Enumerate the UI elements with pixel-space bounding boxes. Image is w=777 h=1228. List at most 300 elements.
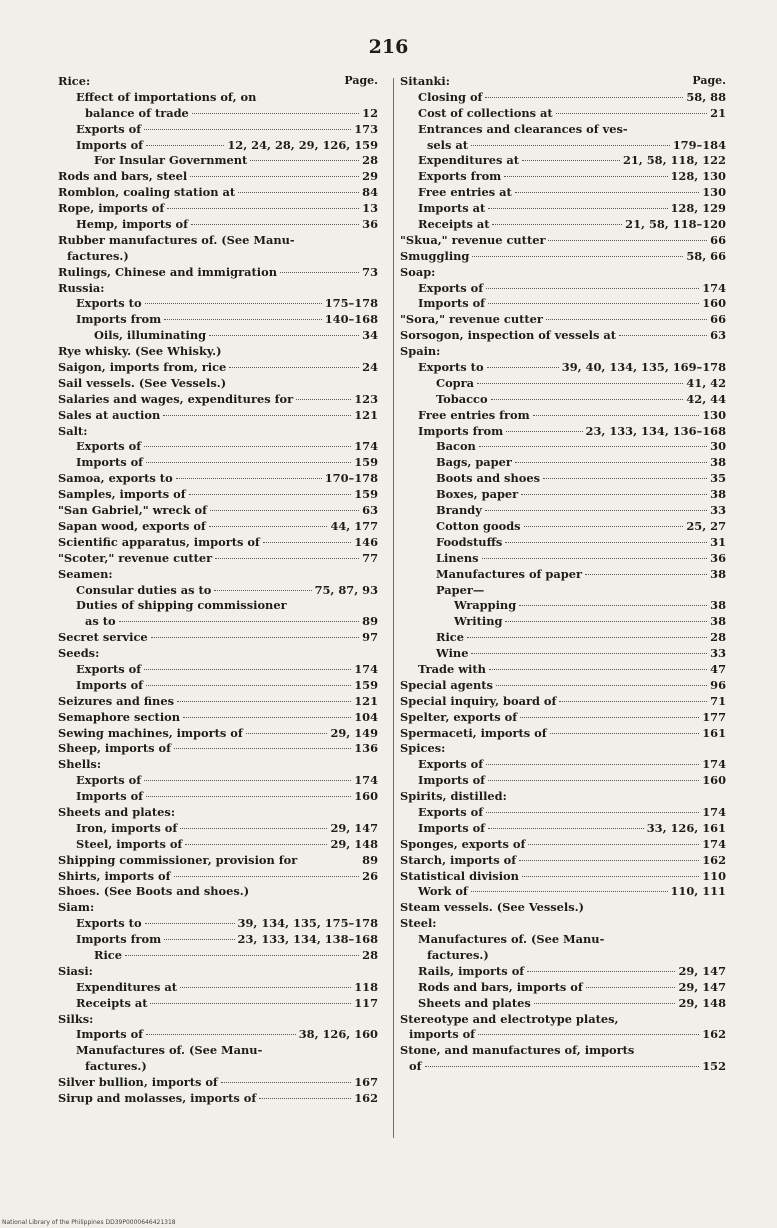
index-entry [400, 439, 726, 455]
entry-page-numbers: 173 [354, 121, 378, 136]
index-entry [58, 74, 378, 90]
entry-page-numbers: 34 [362, 328, 378, 343]
index-entry [58, 281, 378, 297]
entry-label: Imports of [76, 677, 144, 692]
index-entry [58, 1027, 378, 1043]
index-entry [400, 773, 726, 789]
entry-page-numbers: 29, 149 [330, 725, 378, 740]
index-entry [400, 376, 726, 392]
index-entry [58, 217, 378, 233]
entry-label: Sirup and molasses, imports of [58, 1091, 257, 1105]
dot-leader [145, 303, 322, 304]
entry-label: Imports of [76, 789, 144, 804]
entry-label: Duties of shipping commissioner [76, 598, 287, 613]
index-entry [58, 773, 378, 789]
entry-page-numbers: 31 [710, 534, 726, 549]
entry-page-numbers: 73 [362, 264, 378, 279]
index-entry [58, 122, 378, 138]
dot-leader [506, 431, 582, 432]
index-entry [400, 169, 726, 185]
entry-page-numbers: 174 [702, 836, 726, 851]
index-entry [400, 296, 726, 312]
dot-leader [488, 208, 667, 209]
index-entry [58, 265, 378, 281]
entry-page-numbers: 23, 133, 134, 136–168 [585, 423, 726, 438]
entry-page-numbers: 36 [710, 550, 726, 565]
entry-label: Exports to [76, 916, 142, 931]
index-entry [400, 630, 726, 646]
dot-leader [477, 383, 683, 384]
dot-leader [505, 621, 707, 622]
entry-page-numbers: 71 [710, 693, 726, 708]
entry-label: Rubber manufactures of. (See Manu- [58, 232, 295, 247]
entry-label: sels at [427, 137, 469, 152]
page-number: 216 [368, 36, 409, 58]
entry-page-numbers: 174 [702, 280, 726, 295]
dot-leader [479, 446, 707, 447]
index-entry [58, 487, 378, 503]
dot-leader [467, 637, 707, 638]
dot-leader [221, 1082, 351, 1083]
dot-leader [520, 717, 699, 718]
dot-leader [471, 891, 668, 892]
index-entry [58, 471, 378, 487]
entry-label: "Sora," revenue cutter [400, 312, 543, 327]
index-entry [400, 741, 726, 757]
entry-page-numbers: 123 [354, 391, 378, 406]
entry-page-numbers: 66 [710, 312, 726, 327]
entry-label: Manufactures of. (See Manu- [76, 1043, 263, 1058]
entry-page-numbers: 146 [354, 534, 378, 549]
index-entry [400, 996, 726, 1012]
entry-label: Bacon [436, 439, 476, 454]
index-entry [58, 837, 378, 853]
index-entry [58, 1012, 378, 1028]
entry-label: Expenditures at [76, 979, 178, 994]
dot-leader [174, 748, 351, 749]
dot-leader [146, 796, 351, 797]
entry-label: Cost of collections at [418, 105, 553, 120]
index-entry [400, 614, 726, 630]
index-entry [400, 360, 726, 376]
entry-label: Boxes, paper [436, 487, 519, 502]
entry-label: Imports of [76, 455, 144, 470]
entry-page-numbers: 63 [362, 503, 378, 518]
index-entry [400, 932, 726, 948]
dot-leader [176, 478, 322, 479]
dot-leader [482, 558, 708, 559]
entry-page-numbers: 12, 24, 28, 29, 126, 159 [227, 137, 378, 152]
dot-leader [486, 764, 699, 765]
index-entry [58, 201, 378, 217]
entry-label: Exports of [418, 757, 484, 772]
dot-leader [550, 733, 700, 734]
entry-page-numbers: 159 [354, 677, 378, 692]
entry-page-numbers: 174 [354, 773, 378, 788]
entry-page-numbers: 28 [362, 153, 378, 168]
index-entry [400, 694, 726, 710]
dot-leader [259, 1098, 351, 1099]
dot-leader [209, 335, 359, 336]
scan-footer: National Library of the Philippines DD39P0000646421318 [2, 1219, 176, 1226]
dot-leader [144, 669, 351, 670]
entry-page-numbers: 38 [710, 614, 726, 629]
entry-label: For Insular Government [94, 153, 248, 168]
dot-leader [586, 987, 676, 988]
entry-label: Bags, paper [436, 455, 512, 470]
index-entry [58, 328, 378, 344]
entry-label: Foodstuffs [436, 534, 503, 549]
dot-leader [144, 780, 351, 781]
index-entries [400, 74, 726, 1075]
entry-page-numbers: 13 [362, 201, 378, 216]
entry-page-numbers: 174 [354, 439, 378, 454]
entry-label: Manufactures of. (See Manu- [418, 932, 605, 947]
index-entry [58, 630, 378, 646]
entry-page-numbers: 177 [702, 709, 726, 724]
entry-page-numbers: 174 [702, 804, 726, 819]
entry-page-numbers: 33 [710, 646, 726, 661]
entry-label: Spelter, exports of [400, 709, 518, 724]
dot-leader [471, 653, 707, 654]
entry-page-numbers: 33 [710, 503, 726, 518]
index-entry [58, 439, 378, 455]
entry-page-numbers: 118 [354, 979, 378, 994]
entry-page-numbers: 66 [710, 232, 726, 247]
entry-page-numbers: 44, 177 [330, 518, 378, 533]
entry-page-numbers: 128, 130 [670, 169, 726, 184]
entry-page-numbers: 21, 58, 118–120 [625, 217, 726, 232]
index-entry [58, 376, 378, 392]
index-entry [400, 853, 726, 869]
index-entry [58, 185, 378, 201]
index-entry [400, 328, 726, 344]
entry-label: Hemp, imports of [76, 217, 189, 232]
index-entry [58, 106, 378, 122]
entry-label: Rods and bars, imports of [418, 979, 583, 994]
entry-label: Semaphore section [58, 709, 181, 724]
dot-leader [472, 256, 683, 257]
dot-leader [521, 494, 707, 495]
entry-label: Shipping commissioner, provision for [58, 852, 298, 867]
index-entry [58, 1075, 378, 1091]
dot-leader [488, 303, 699, 304]
entry-label: Sponges, exports of [400, 836, 526, 851]
entry-page-numbers: 29, 148 [330, 836, 378, 851]
index-entry [58, 726, 378, 742]
dot-leader [180, 987, 351, 988]
entry-label: Rods and bars, steel [58, 169, 188, 184]
entry-page-numbers: 23, 133, 134, 138–168 [237, 932, 378, 947]
dot-leader [144, 446, 351, 447]
entry-label: Rails, imports of [418, 963, 525, 978]
dot-leader [146, 685, 351, 686]
entry-page-numbers: 26 [362, 868, 378, 883]
entry-label: Tobacco [436, 391, 488, 406]
index-entry [400, 138, 726, 154]
entry-label: Sapan wood, exports of [58, 518, 206, 533]
entry-page-numbers: 159 [354, 455, 378, 470]
index-entry [400, 74, 726, 90]
entry-label: Oils, illuminating [94, 328, 207, 343]
entry-label: Free entries at [418, 185, 512, 200]
entry-label: Russia: [58, 280, 105, 295]
dot-leader [491, 399, 684, 400]
dot-leader [125, 955, 359, 956]
entry-page-numbers: 130 [702, 185, 726, 200]
dot-leader [164, 939, 234, 940]
entry-label: Copra [436, 375, 475, 390]
entry-label: Exports of [418, 280, 484, 295]
entry-label: Imports of [76, 137, 144, 152]
dot-leader [486, 288, 699, 289]
dot-leader [548, 240, 707, 241]
index-entry [58, 551, 378, 567]
dot-leader [177, 701, 351, 702]
entry-page-numbers: 21 [710, 105, 726, 120]
dot-leader [485, 510, 707, 511]
index-entry [400, 503, 726, 519]
entry-page-numbers: 58, 88 [686, 89, 726, 104]
entry-page-numbers: 121 [354, 693, 378, 708]
dot-leader [146, 145, 224, 146]
index-entry [58, 678, 378, 694]
index-entry [400, 487, 726, 503]
left-column [58, 74, 378, 1107]
entry-label: Expenditures at [418, 153, 520, 168]
dot-leader [210, 510, 359, 511]
dot-leader [543, 478, 707, 479]
index-entry [58, 344, 378, 360]
entry-page-numbers: 162 [354, 1091, 378, 1105]
index-entry [400, 233, 726, 249]
dot-leader [145, 923, 235, 924]
index-entry [58, 153, 378, 169]
index-entry [400, 789, 726, 805]
entry-label: Exports of [76, 661, 142, 676]
right-column [400, 74, 726, 1075]
dot-leader [585, 574, 707, 575]
entry-label: Sheets and plates [418, 995, 531, 1010]
index-entry [58, 900, 378, 916]
dot-leader [185, 844, 327, 845]
index-entry [58, 455, 378, 471]
index-entry [400, 805, 726, 821]
entry-page-numbers: 41, 42 [686, 375, 726, 390]
entry-label: Seizures and fines [58, 693, 174, 708]
index-entry [400, 265, 726, 281]
entry-label: Writing [454, 614, 503, 629]
dot-leader [263, 542, 351, 543]
entry-label: Seamen: [58, 566, 113, 581]
entry-label: Seeds: [58, 646, 100, 661]
entry-label: Exports of [76, 121, 142, 136]
entry-page-numbers: 42, 44 [686, 391, 726, 406]
entry-label: of [409, 1059, 422, 1074]
index-entry [400, 869, 726, 885]
entry-label: Trade with [418, 661, 486, 676]
index-entry [400, 90, 726, 106]
dot-leader [488, 780, 699, 781]
entry-label: Imports from [76, 312, 162, 327]
entry-page-numbers: 104 [354, 709, 378, 724]
entry-label: Rice: [58, 74, 91, 88]
entry-page-numbers: 30 [710, 439, 726, 454]
index-entry [58, 741, 378, 757]
entry-label: Soap: [400, 264, 436, 279]
index-entries [58, 74, 378, 1107]
entry-label: Wrapping [454, 598, 517, 613]
index-entry [58, 138, 378, 154]
entry-page-numbers: 161 [702, 725, 726, 740]
entry-page-numbers: 174 [702, 757, 726, 772]
entry-label: Shoes. (See Boots and shoes.) [58, 884, 250, 899]
page-column-header: Page. [692, 74, 726, 87]
entry-page-numbers: 36 [362, 217, 378, 232]
index-entry [400, 201, 726, 217]
dot-leader [522, 876, 699, 877]
entry-page-numbers: 128, 129 [670, 201, 726, 216]
dot-leader [250, 160, 359, 161]
entry-label: Spain: [400, 344, 441, 359]
entry-label: Imports of [418, 773, 486, 788]
index-entry [400, 662, 726, 678]
entry-page-numbers: 162 [702, 1027, 726, 1042]
index-entry [58, 312, 378, 328]
entry-page-numbers: 96 [710, 677, 726, 692]
entry-page-numbers: 63 [710, 328, 726, 343]
dot-leader [280, 272, 359, 273]
dot-leader [471, 145, 670, 146]
entry-label: Imports of [418, 296, 486, 311]
dot-leader [425, 1066, 700, 1067]
index-entry [58, 694, 378, 710]
entry-label: Samoa, exports to [58, 471, 173, 486]
dot-leader [151, 637, 359, 638]
entry-page-numbers: 130 [702, 407, 726, 422]
index-entry [400, 1012, 726, 1028]
index-entry [58, 869, 378, 885]
entry-label: Boots and shoes [436, 471, 541, 486]
entry-page-numbers: 152 [702, 1059, 726, 1074]
entry-label: Manufactures of paper [436, 566, 582, 581]
dot-leader [150, 1003, 351, 1004]
entry-label: Closing of [418, 89, 483, 104]
entry-page-numbers: 47 [710, 661, 726, 676]
dot-leader [488, 828, 644, 829]
entry-page-numbers: 29, 148 [678, 995, 726, 1010]
entry-label: Brandy [436, 503, 482, 518]
index-entry [400, 964, 726, 980]
entry-label: Imports from [76, 932, 162, 947]
entry-label: balance of trade [85, 105, 189, 120]
entry-label: Rice [436, 630, 464, 645]
index-entry [400, 837, 726, 853]
entry-label: Shells: [58, 757, 102, 772]
index-entry [400, 281, 726, 297]
index-entry [400, 551, 726, 567]
dot-leader [214, 590, 311, 591]
entry-page-numbers: 160 [702, 773, 726, 788]
entry-label: as to [85, 614, 116, 629]
index-entry [58, 980, 378, 996]
entry-label: Special inquiry, board of [400, 693, 557, 708]
dot-leader [189, 494, 352, 495]
index-entry [58, 932, 378, 948]
entry-label: Spices: [400, 741, 446, 756]
entry-page-numbers: 29, 147 [330, 820, 378, 835]
index-entry [58, 757, 378, 773]
entry-label: Smuggling [400, 248, 470, 263]
dot-leader [167, 208, 359, 209]
entry-label: Work of [418, 884, 468, 899]
index-entry [58, 519, 378, 535]
index-entry [58, 948, 378, 964]
index-entry [400, 392, 726, 408]
entry-label: Linens [436, 550, 479, 565]
index-entry [400, 646, 726, 662]
entry-label: Spermaceti, imports of [400, 725, 547, 740]
dot-leader [146, 1034, 296, 1035]
index-entry [400, 884, 726, 900]
index-entry [400, 980, 726, 996]
entry-label: imports of [409, 1027, 476, 1042]
index-entry [400, 757, 726, 773]
entry-label: "Scoter," revenue cutter [58, 550, 213, 565]
index-entry [58, 1091, 378, 1107]
entry-label: Sorsogon, inspection of vessels at [400, 328, 616, 343]
entry-label: Stone, and manufactures of, imports [400, 1043, 635, 1058]
entry-page-numbers: 167 [354, 1075, 378, 1090]
entry-page-numbers: 121 [354, 407, 378, 422]
index-entry [58, 392, 378, 408]
dot-leader [486, 812, 699, 813]
entry-label: Receipts at [76, 995, 148, 1010]
index-entry [400, 408, 726, 424]
entry-label: factures.) [85, 1059, 147, 1074]
entry-label: Rulings, Chinese and immigration [58, 264, 277, 279]
dot-leader [492, 224, 622, 225]
index-entry [58, 821, 378, 837]
entry-page-numbers: 58, 66 [686, 248, 726, 263]
entry-label: Steel, imports of [76, 836, 183, 851]
entry-label: Saigon, imports from, rice [58, 360, 227, 375]
index-entry [58, 1059, 378, 1075]
dot-leader [515, 192, 699, 193]
index-entry [400, 726, 726, 742]
dot-leader [485, 97, 683, 98]
dot-leader [146, 462, 351, 463]
index-entry [400, 916, 726, 932]
entry-page-numbers: 160 [354, 789, 378, 804]
entry-label: Entrances and clearances of ves- [418, 121, 628, 136]
entry-page-numbers: 84 [362, 185, 378, 200]
index-entry [400, 471, 726, 487]
index-entry [400, 344, 726, 360]
entry-page-numbers: 174 [354, 661, 378, 676]
entry-label: Siasi: [58, 963, 93, 978]
entry-label: Exports of [418, 804, 484, 819]
entry-label: Exports to [418, 360, 484, 375]
entry-page-numbers: 38 [710, 455, 726, 470]
dot-leader [164, 319, 322, 320]
entry-page-numbers: 97 [362, 630, 378, 645]
dot-leader [246, 733, 328, 734]
entry-label: Secret service [58, 630, 148, 645]
dot-leader [559, 701, 707, 702]
entry-label: Exports to [76, 296, 142, 311]
dot-leader [191, 224, 359, 225]
